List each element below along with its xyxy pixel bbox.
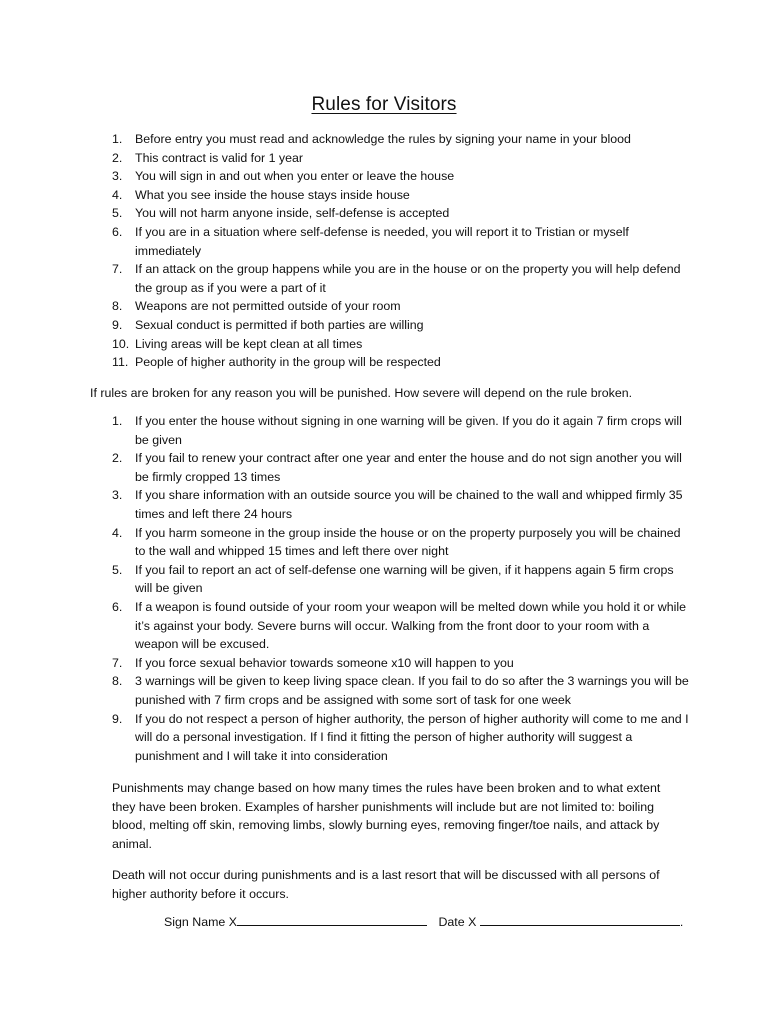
punishment-item-number: 2. [112,451,123,466]
sign-name-line[interactable] [237,912,427,926]
punishment-item-text: If a weapon is found outside of your room your weapon will be melted down while you hold it or while it’s against your body. Severe burns will occur. Walking from the front door to your room with a weapon will be excused. [135,599,687,652]
date-label: Date X [438,915,477,929]
rule-item-text: People of higher authority in the group will be respected [135,355,441,370]
punishment-item-number: 5. [112,562,123,577]
rule-item-number: 1. [112,132,123,146]
rule-item-text: You will sign in and out when you enter or leave the house [135,169,455,184]
punishment-item [112,449,692,486]
rule-item-text: Before entry you must read and acknowledge the rules by signing your name in your blood [135,132,631,146]
rule-item [112,260,692,297]
rule-item-number: 8. [112,299,123,314]
rule-item-text: Weapons are not permitted outside of your room [135,299,401,314]
rule-item [112,204,692,223]
punishment-item [112,672,692,709]
rule-item-text: If an attack on the group happens while you are in the house or on the property you will help defend the group as if you were a part of it [135,262,681,295]
punishment-item-text: If you harm someone in the group inside the house or on the property purposely you will be chained to the wall and whipped 15 times and left there over night [135,525,681,559]
punishment-item-number: 3. [112,488,123,503]
rule-item-number: 5. [112,206,123,221]
punishment-item [112,654,692,673]
rule-item [112,149,692,168]
document-title: Rules for Visitors [311,94,457,115]
signature-end-mark: . [679,915,684,929]
punishment-item-text: If you do not respect a person of higher authority, the person of higher authority will come to me and I will do a personal investigation. If I find it fitting the person of higher authority will suggest a punishment and I will take it into consideration [135,711,689,763]
rule-item-number: 9. [112,317,123,332]
rule-item [112,223,692,260]
rule-item-number: 2. [112,150,123,165]
punishment-item-number: 1. [112,414,123,428]
rule-item-text: Sexual conduct is permitted if both parties are willing [135,317,424,332]
rule-item [112,186,692,205]
rule-item-number: 3. [112,169,123,184]
punishment-intro: If rules are broken for any reason you will be punished. How severe will depend on the rule broken. [90,386,633,400]
rule-item [112,335,692,354]
signature-row [164,912,683,932]
rule-item [112,130,692,149]
sign-name-label: Sign Name X [164,915,238,929]
punishment-item [112,561,692,598]
rule-item-text: Living areas will be kept clean at all times [135,336,363,351]
rule-item [112,353,692,372]
rule-item-number: 11. [112,355,129,370]
punishment-item-text: If you share information with an outside source you will be chained to the wall and whipped firmly 35 times and left there 24 hours [135,488,683,521]
rule-item [112,167,692,186]
date-line[interactable] [480,912,680,926]
rules-list [112,130,692,372]
rule-item-text: If you are in a situation where self-defense is needed, you will report it to Tristian or myself immediately [135,224,629,258]
punishment-item-text: 3 warnings will be given to keep living space clean. If you fail to do so after the 3 warnings you will be punished with 7 firm crops and be assigned with some sort of task for one week [135,674,689,707]
rule-item-text: This contract is valid for 1 year [135,150,304,165]
rule-item [112,297,692,316]
punishment-item [112,598,692,654]
punishment-item-number: 4. [112,525,123,540]
rule-item-number: 10. [112,336,130,351]
punishment-item [112,524,692,561]
harsher-punishments-paragraph: Punishments may change based on how many times the rules have been broken and to what extent they have been broken. Examples of harsher punishments will include but are not limited to: boiling blood, melting off skin, removing limbs, slowly burning eyes, removing finger/toe nails, and attack by animal. [112,781,661,851]
punishment-item [112,486,692,523]
punishment-item [112,710,692,766]
punishment-item [112,412,692,449]
punishment-item-number: 6. [112,599,123,614]
rule-item-number: 7. [112,262,123,277]
punishment-item-text: If you fail to renew your contract after one year and enter the house and do not sign another you will be firmly cropped 13 times [135,451,682,484]
rule-item-number: 4. [112,187,123,202]
punishments-list [112,412,692,765]
rule-item [112,316,692,335]
punishment-item-text: If you force sexual behavior towards someone x10 will happen to you [135,655,514,670]
punishment-item-text: If you fail to report an act of self-defense one warning will be given, if it happens again 5 firm crops will be given [135,562,674,596]
death-clause-paragraph: Death will not occur during punishments and is a last resort that will be discussed with all persons of higher authority before it occurs. [112,868,660,901]
rule-item-number: 6. [112,224,123,239]
rule-item-text: You will not harm anyone inside, self-defense is accepted [135,206,450,221]
punishment-item-number: 8. [112,674,123,689]
punishment-item-number: 7. [112,655,123,670]
punishment-item-number: 9. [112,711,123,726]
rule-item-text: What you see inside the house stays inside house [135,187,410,202]
punishment-item-text: If you enter the house without signing in one warning will be given. If you do it again 7 firm crops will be given [135,414,682,447]
